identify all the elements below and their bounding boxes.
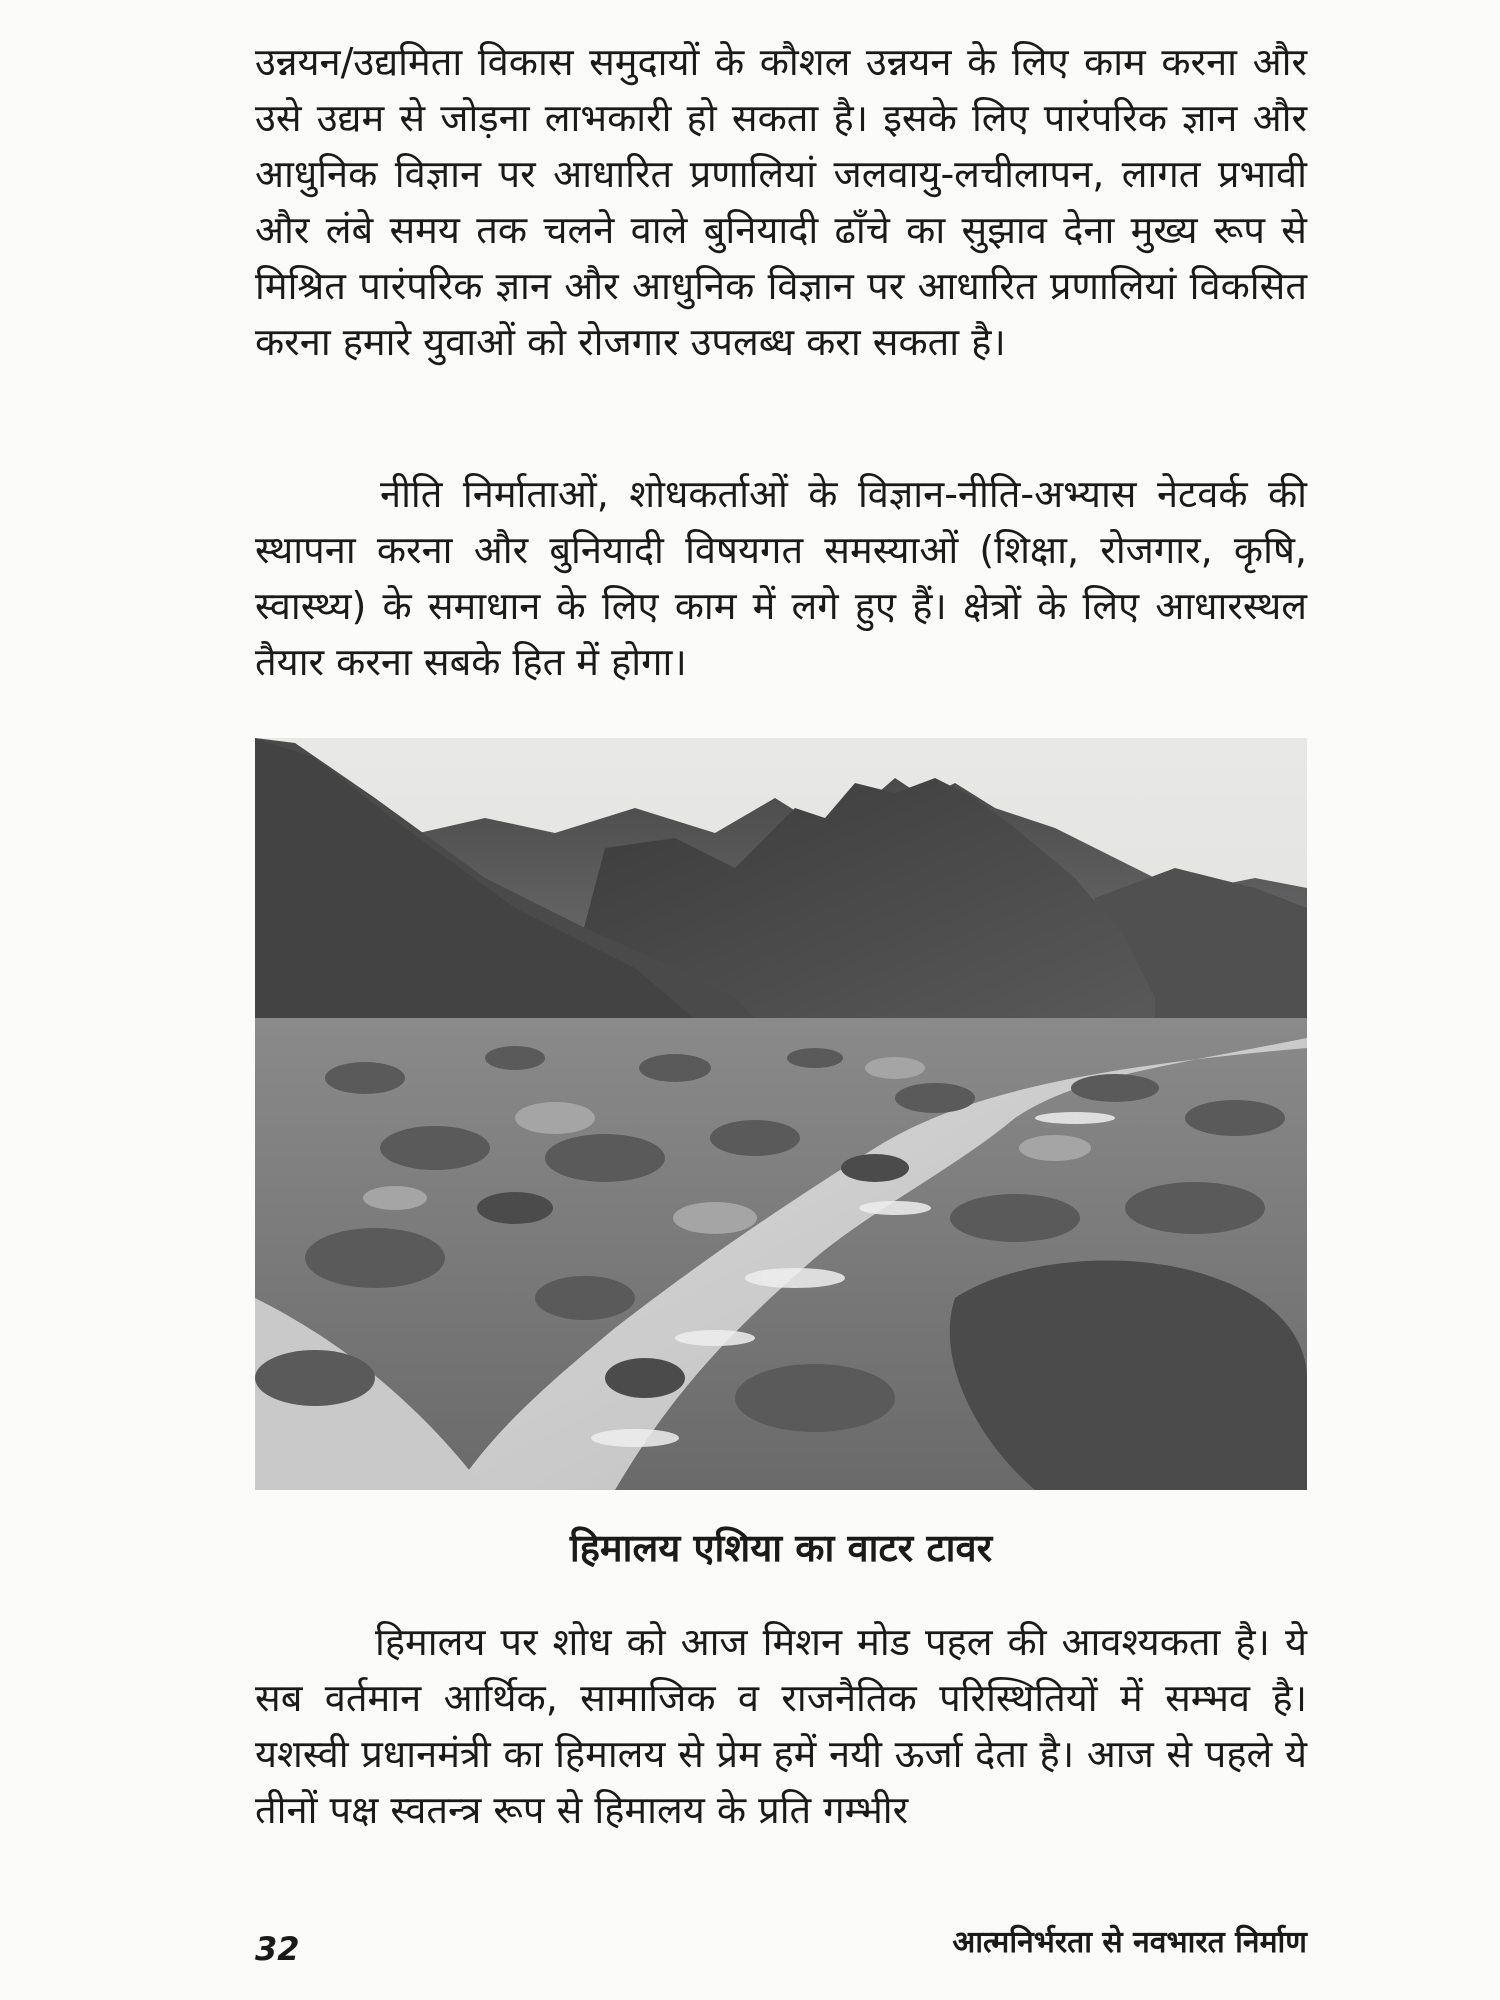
paragraph-policy-network: नीति निर्माताओं, शोधकर्ताओं के विज्ञान-नीति-अभ्यास नेटवर्क की स्थापना करना और बुनियादी विषयगत समस्याओं (शिक्षा, रोजगार, कृषि, स्वास्थ्य) के समाधान के लिए काम में लगे हुए हैं। क्षेत्रों के लिए आधारस्थल तैयार करना सबके हित में होगा। — [255, 472, 1307, 684]
himalaya-river-photo — [255, 738, 1307, 1490]
page-number: 32 — [255, 1930, 300, 1968]
photo-caption: हिमालय एशिया का वाटर टावर — [569, 1526, 993, 1570]
running-footer-title: आत्मनिर्भरता से नवभारत निर्माण — [952, 1925, 1307, 1960]
paragraph-himalaya-research: हिमालय पर शोध को आज मिशन मोड पहल की आवश्यकता है। ये सब वर्तमान आर्थिक, सामाजिक व राजनैतिक परिस्थितियों में सम्भव है। यशस्वी प्रधानमंत्री का हिमालय से प्रेम हमें नयी ऊर्जा देता है। आज से पहले ये तीनों पक्ष स्वतन्त्र रूप से हिमालय के प्रति गम्भीर — [255, 1620, 1307, 1832]
paragraph-skill-development: उन्नयन/उद्यमिता विकास समुदायों के कौशल उन्नयन के लिए काम करना और उसे उद्यम से जोड़ना लाभकारी हो सकता है। इसके लिए पारंपरिक ज्ञान और आधुनिक विज्ञान पर आधारित प्रणालियां जलवायु-लचीलापन, लागत प्रभावी और लंबे समय तक चलने वाले बुनियादी ढाँचे का सुझाव देना मुख्य रूप से मिश्रित पारंपरिक ज्ञान और आधुनिक विज्ञान पर आधारित प्रणालियां विकसित करना हमारे युवाओं को रोजगार उपलब्ध करा सकता है। — [255, 40, 1307, 364]
